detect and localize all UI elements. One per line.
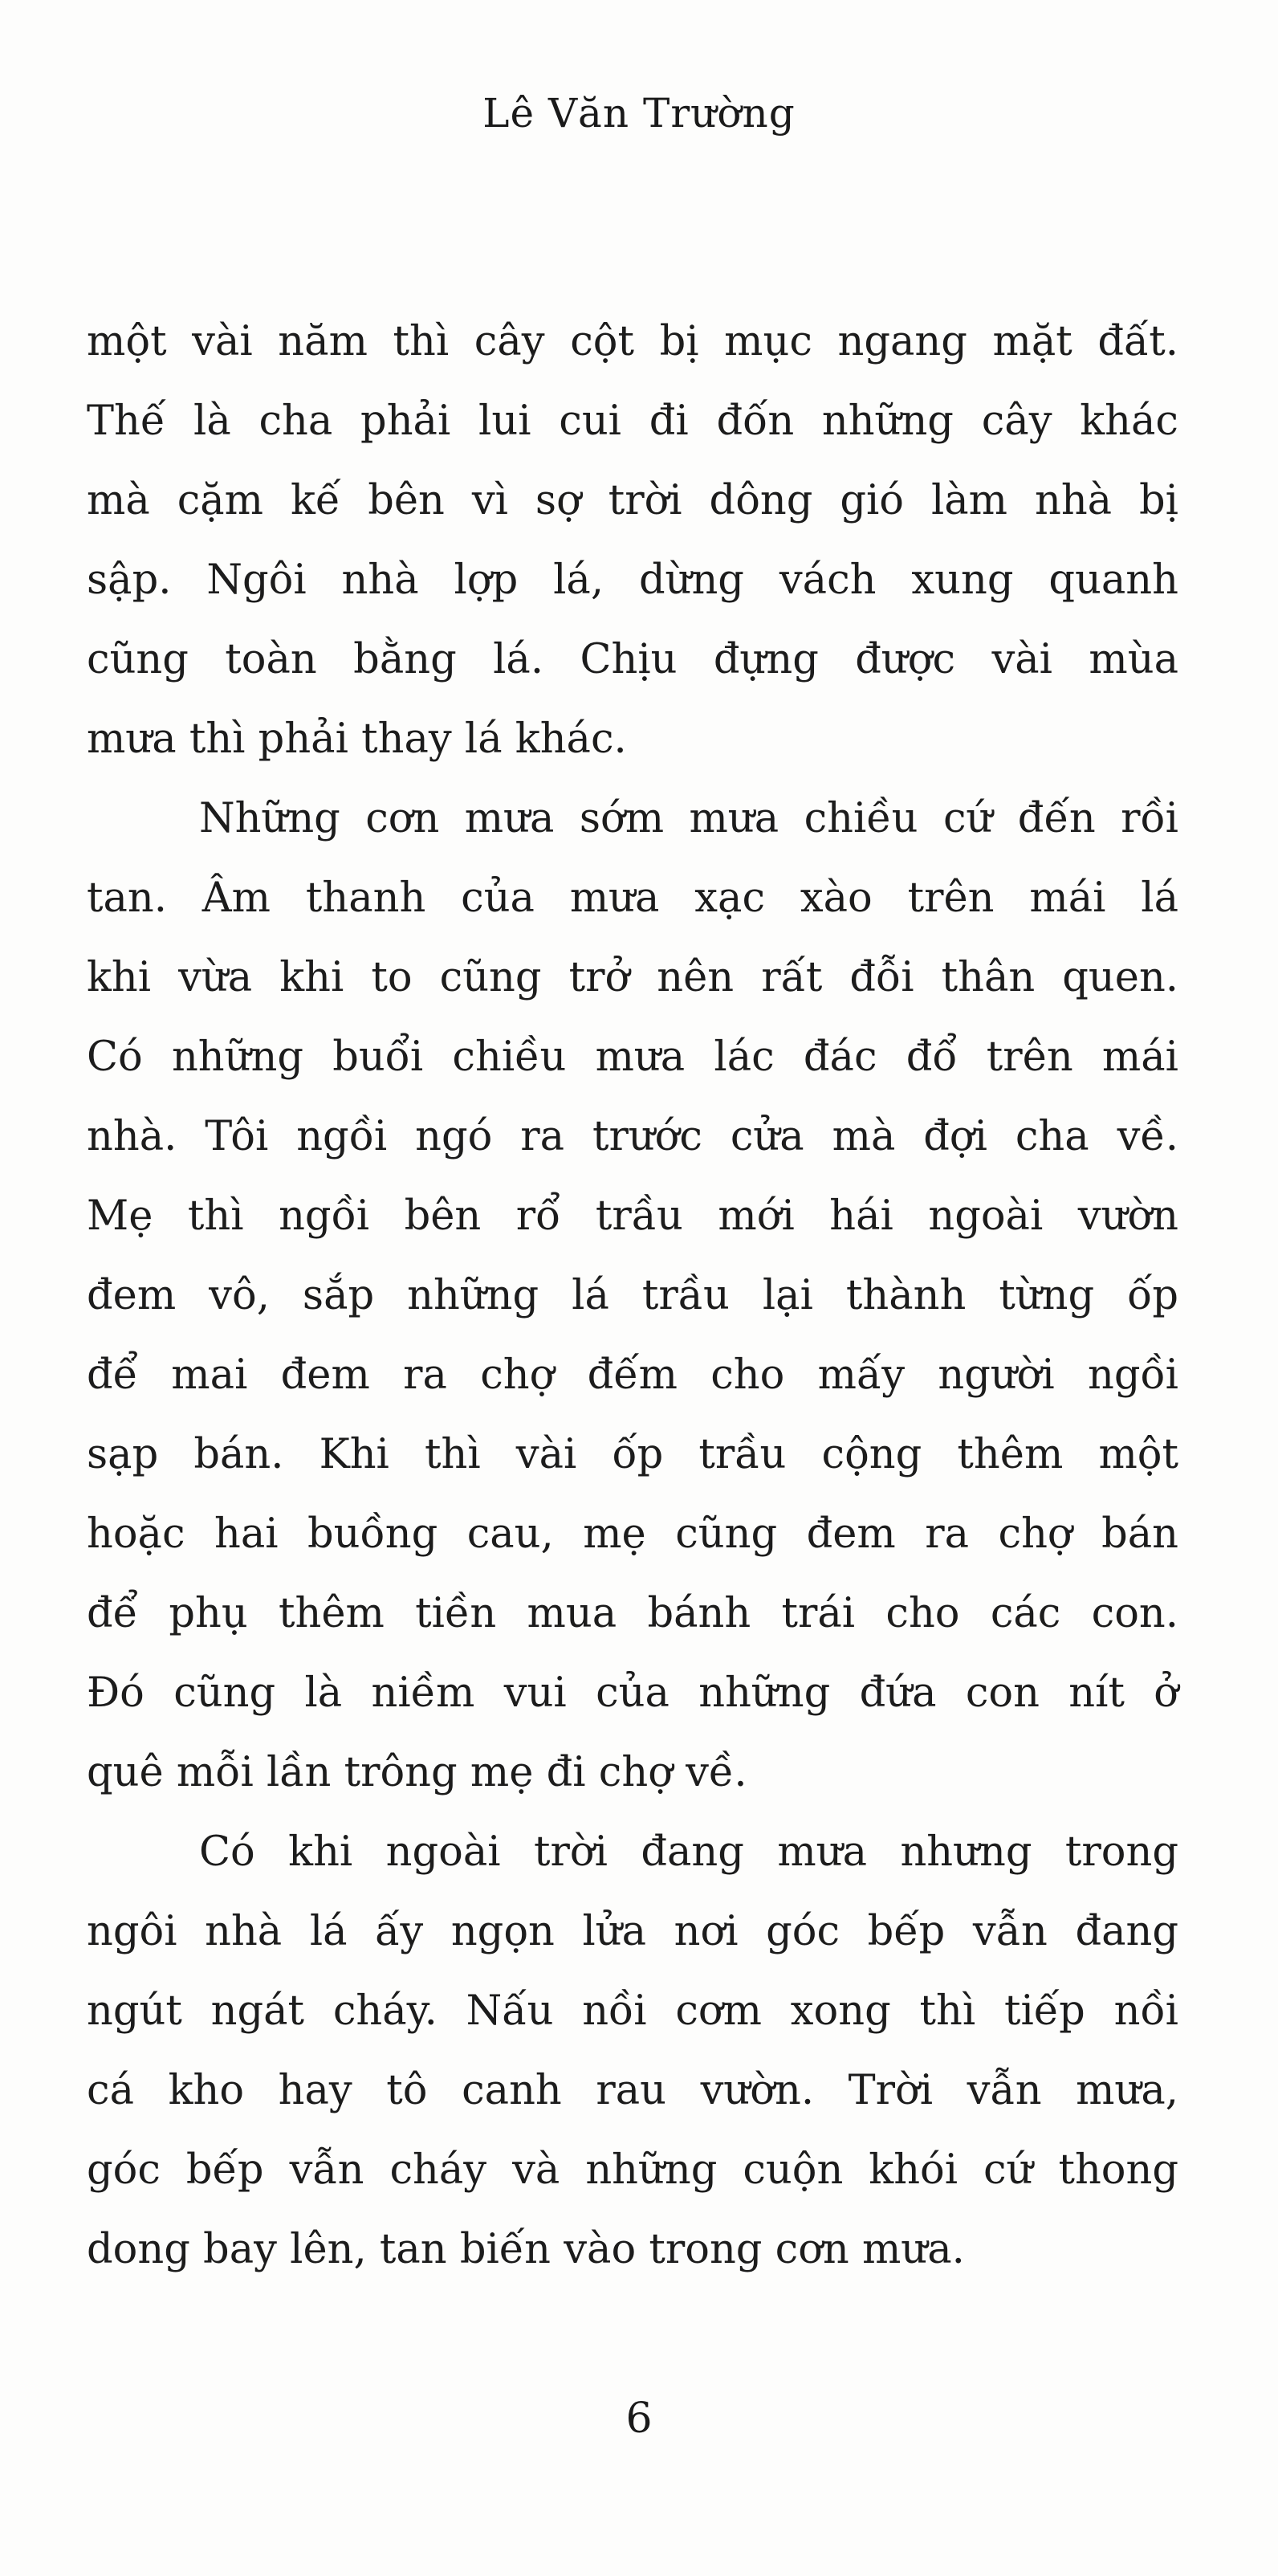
text-line: Những cơn mưa sớm mưa chiều cứ đến rồi	[199, 795, 1178, 842]
text-line: tan. Âm thanh của mưa xạc xào trên mái lá	[87, 874, 1178, 922]
text-line: mà cặm kế bên vì sợ trời dông gió làm nhà bị	[87, 477, 1178, 524]
paragraph-1	[87, 302, 1178, 779]
text-line: nhà. Tôi ngồi ngó ra trước cửa mà đợi cha về.	[87, 1113, 1178, 1160]
text-line: Có khi ngoài trời đang mưa nhưng trong	[199, 1828, 1178, 1876]
page-number: 6	[625, 2395, 653, 2443]
text-line: để phụ thêm tiền mua bánh trái cho các con.	[87, 1590, 1178, 1637]
text-line: quê mỗi lần trông mẹ đi chợ về.	[87, 1749, 747, 1796]
paragraph-2	[87, 779, 1178, 1812]
running-header-author: Lê Văn Trường	[482, 90, 796, 137]
text-line: cá kho hay tô canh rau vườn. Trời vẫn mưa,	[87, 2067, 1178, 2114]
text-line: khi vừa khi to cũng trở nên rất đỗi thân quen.	[87, 954, 1178, 1001]
text-line: đem vô, sắp những lá trầu lại thành từng ốp	[87, 1272, 1178, 1319]
text-line: ngút ngát cháy. Nấu nồi cơm xong thì tiếp nồi	[87, 1987, 1178, 2035]
body-text	[87, 302, 1178, 2289]
text-line: hoặc hai buồng cau, mẹ cũng đem ra chợ bán	[87, 1510, 1178, 1558]
text-line: dong bay lên, tan biến vào trong cơn mưa.	[87, 2226, 965, 2273]
text-line: một vài năm thì cây cột bị mục ngang mặt đất.	[87, 318, 1178, 365]
text-line: ngôi nhà lá ấy ngọn lửa nơi góc bếp vẫn đang	[87, 1908, 1178, 1955]
text-line: Đó cũng là niềm vui của những đứa con nít ở	[87, 1669, 1178, 1717]
text-line: Thế là cha phải lui cui đi đốn những cây khác	[87, 397, 1178, 445]
text-line: sập. Ngôi nhà lợp lá, dừng vách xung quanh	[87, 556, 1178, 604]
text-line: để mai đem ra chợ đếm cho mấy người ngồi	[87, 1351, 1178, 1399]
text-line: cũng toàn bằng lá. Chịu đựng được vài mùa	[87, 636, 1178, 683]
text-line: Có những buổi chiều mưa lác đác đổ trên mái	[87, 1033, 1178, 1081]
text-line: góc bếp vẫn cháy và những cuộn khói cứ thong	[87, 2146, 1178, 2194]
text-line: mưa thì phải thay lá khác.	[87, 715, 627, 763]
text-line: sạp bán. Khi thì vài ốp trầu cộng thêm một	[87, 1431, 1178, 1478]
paragraph-3	[87, 1812, 1178, 2289]
text-line: Mẹ thì ngồi bên rổ trầu mới hái ngoài vườn	[87, 1192, 1178, 1240]
